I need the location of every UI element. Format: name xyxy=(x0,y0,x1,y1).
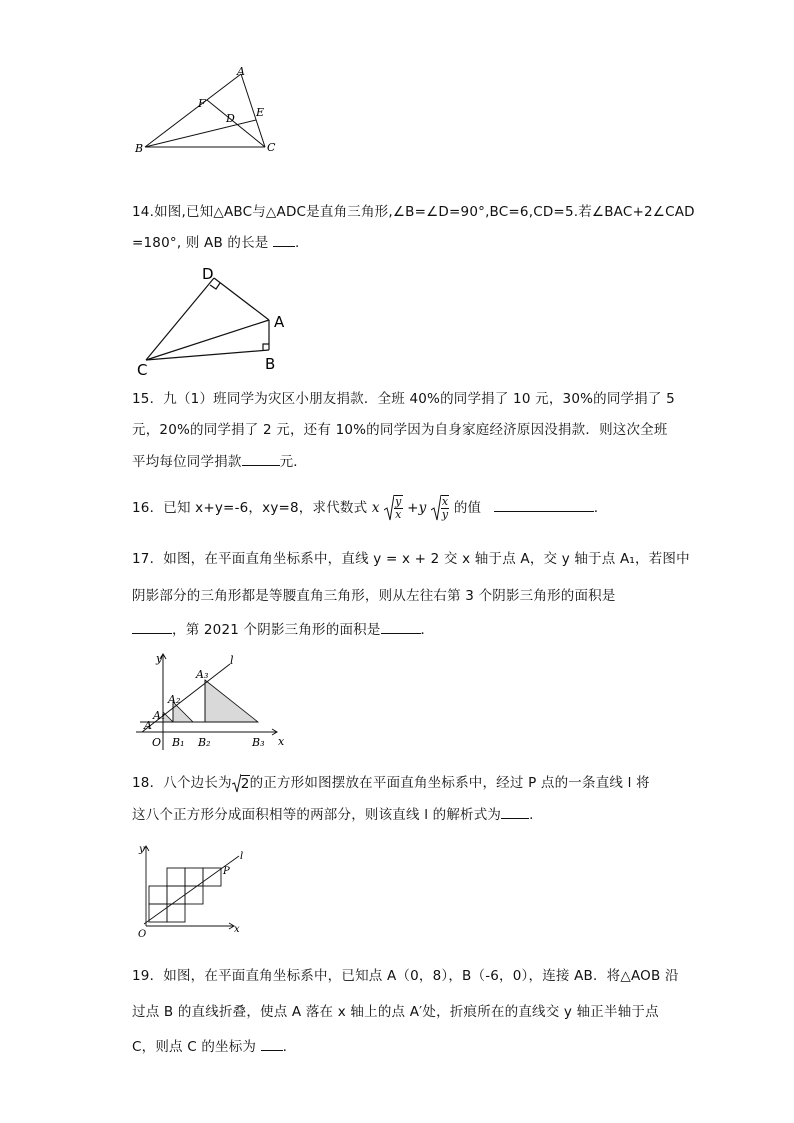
q18-label-l: l xyxy=(240,851,244,862)
q18-line2-text: 这八个正方形分成面积相等的两部分，则该直线 l 的解析式为 xyxy=(132,807,502,823)
q19-line1: 19．如图，在平面直角坐标系中，已知点 A（0，8），B（-6，0），连接 AB．将△AOB 沿 xyxy=(132,968,679,984)
label-B: B xyxy=(135,142,144,155)
q17-line3-end: ． xyxy=(420,622,435,638)
q16-post: 的值 xyxy=(453,500,482,516)
figure-q17-shaded-triangles xyxy=(132,650,292,752)
q18-line2-end: . xyxy=(529,807,534,823)
q14-line2-text: =180°, 则 AB 的长是 xyxy=(132,235,269,251)
q19-answer-blank[interactable] xyxy=(261,1036,283,1051)
q19-line3 xyxy=(132,1036,287,1057)
label-A: A xyxy=(237,65,245,78)
q16-var-y: y xyxy=(418,500,427,516)
q15-line1: 15．九（1）班同学为灾区小朋友捐款．全班 40%的同学捐了 10 元，30%的同学捐了 5 xyxy=(132,391,675,407)
label-F: F xyxy=(198,97,206,110)
q18-text-pre: 18．八个边长为 xyxy=(132,775,232,791)
q16-frac1-den: x xyxy=(395,508,402,521)
q17-answer-blank-2[interactable] xyxy=(381,619,421,634)
q14-line1: 14.如图,已知△ABC与△ADC是直角三角形,∠B=∠D=90°,BC=6,CD=5.若∠BAC+2∠CAD xyxy=(132,204,695,220)
figure-q18-eight-squares xyxy=(132,842,252,942)
q16-sqrt-y-over-x xyxy=(384,494,402,522)
q16-plus: + xyxy=(407,500,419,516)
q18-sqrt-value: 2 xyxy=(240,775,250,792)
q16-line xyxy=(132,494,598,522)
q17-line3 xyxy=(132,619,434,640)
label-D: D xyxy=(226,112,235,125)
q17-label-y: y xyxy=(156,652,163,665)
q17-line3-text: ，第 2021 个阴影三角形的面积是 xyxy=(172,622,381,638)
q15-line3 xyxy=(132,451,307,472)
q18-answer-blank[interactable] xyxy=(501,804,529,819)
q18-sqrt-2 xyxy=(232,773,250,793)
q19-line2: 过点 B 的直线折叠，使点 A 落在 x 轴上的点 A′处，折痕所在的直线交 y 轴正半轴于点 xyxy=(132,1004,659,1020)
q16-end: . xyxy=(593,500,599,516)
q18-line1 xyxy=(132,771,650,795)
q17-label-A3: A₃ xyxy=(196,668,209,681)
q17-answer-blank-1[interactable] xyxy=(132,619,172,634)
figure-triangle-abc-cevians xyxy=(135,62,285,162)
q17-line2: 阴影部分的三角形都是等腰直角三角形，则从左往右第 3 个阴影三角形的面积是 xyxy=(132,588,616,604)
q14-label-C: C xyxy=(137,361,148,379)
q16-frac1-num: y xyxy=(395,495,402,508)
q15-line3-end: 元． xyxy=(279,454,308,470)
q16-answer-blank[interactable] xyxy=(494,497,594,512)
q18-label-P: P xyxy=(223,866,230,877)
q17-label-x: x xyxy=(278,735,285,748)
q17-label-A: A xyxy=(144,719,152,732)
q14-line2 xyxy=(132,232,300,253)
q17-label-A2: A₂ xyxy=(168,693,181,706)
label-E: E xyxy=(256,106,265,119)
q16-frac2-num: x xyxy=(441,495,449,508)
q14-answer-blank[interactable] xyxy=(273,232,295,247)
q19-line3-text: C，则点 C 的坐标为 xyxy=(132,1039,257,1055)
q19-line3-end: . xyxy=(282,1039,288,1055)
q18-label-O: O xyxy=(138,929,147,940)
q15-line3-text: 平均每位同学捐款 xyxy=(132,454,242,470)
label-C: C xyxy=(267,141,276,154)
q14-line2-end: . xyxy=(295,235,300,251)
q17-label-l: l xyxy=(230,654,234,667)
q14-label-A: A xyxy=(274,313,285,331)
q16-var-x: x xyxy=(371,500,380,516)
q17-label-B1: B₁ xyxy=(172,736,185,749)
q18-label-x: x xyxy=(234,924,240,935)
q15-answer-blank[interactable] xyxy=(242,451,280,466)
q17-line1: 17．如图，在平面直角坐标系中，直线 y = x + 2 交 x 轴于点 A，交 y 轴于点 A₁，若图中 xyxy=(132,551,690,567)
q18-line2 xyxy=(132,804,534,825)
q16-frac2-den: y xyxy=(441,508,449,521)
q17-label-A1: A₁ xyxy=(153,709,166,722)
q16-sqrt-x-over-y xyxy=(431,494,449,522)
figure-q14-quadrilateral xyxy=(132,262,292,380)
q14-label-B: B xyxy=(265,355,276,373)
q17-label-B3: B₃ xyxy=(252,736,265,749)
q18-text-post: 的正方形如图摆放在平面直角坐标系中，经过 P 点的一条直线 l 将 xyxy=(249,775,650,791)
q14-label-D: D xyxy=(202,265,214,283)
q17-label-O: O xyxy=(152,736,162,749)
q15-line2: 元，20%的同学捐了 2 元，还有 10%的同学因为自身家庭经济原因没捐款．则这次全班 xyxy=(132,422,668,438)
q18-label-y: y xyxy=(139,844,145,855)
q16-text: 16．已知 x+y=-6，xy=8，求代数式 xyxy=(132,500,368,516)
q17-label-B2: B₂ xyxy=(198,736,211,749)
